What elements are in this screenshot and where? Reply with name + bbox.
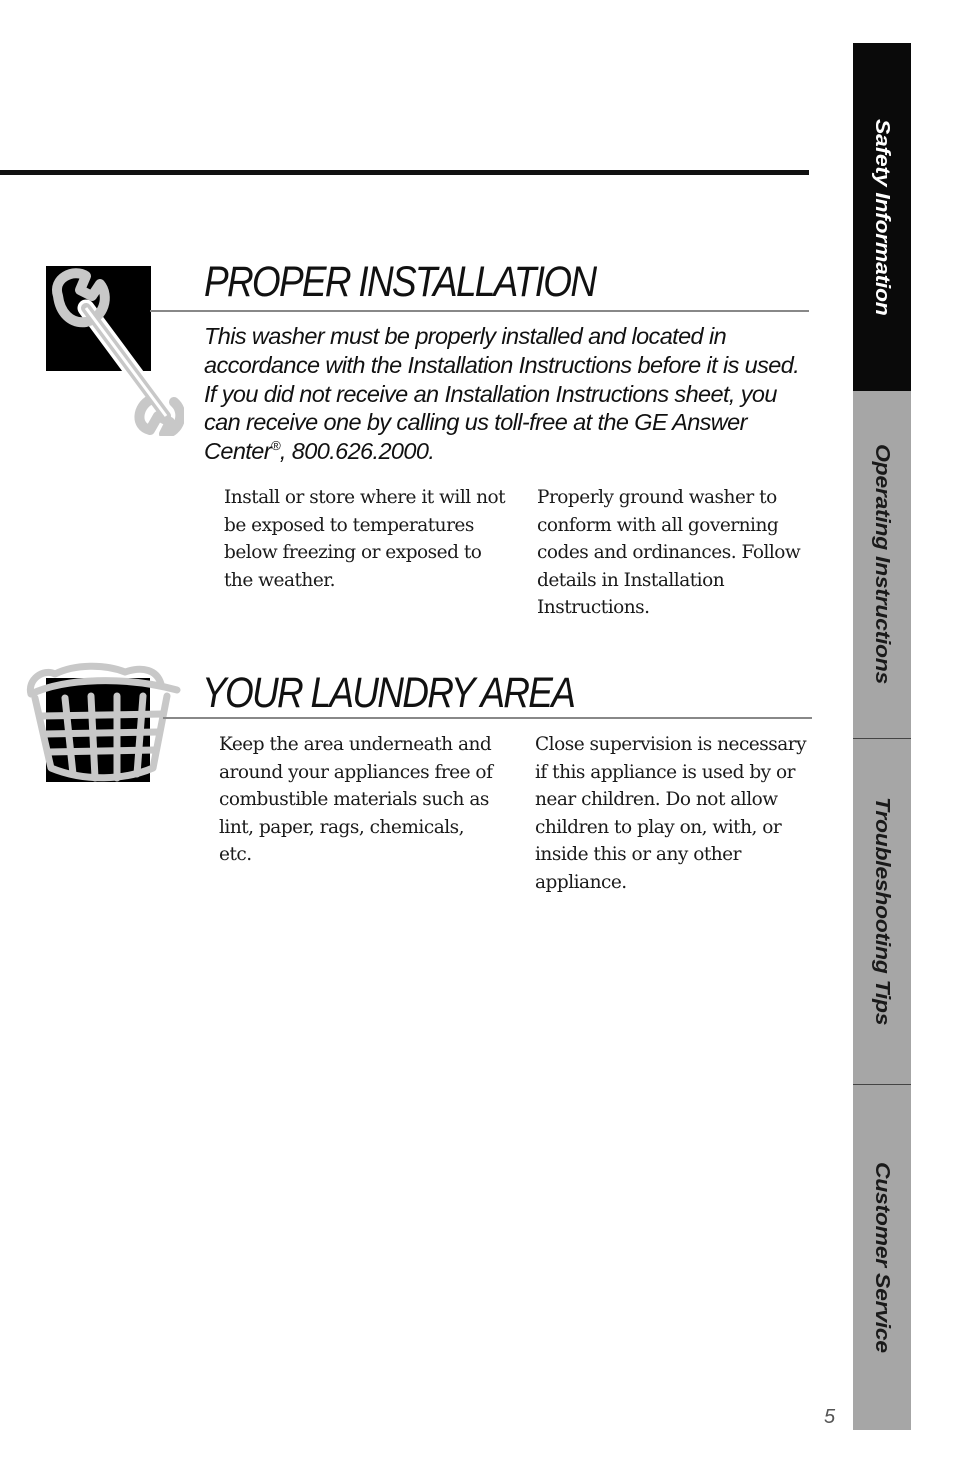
tab-label: Safety Information [871,118,894,316]
section-title-laundry-area: YOUR LAUNDRY AREA [202,669,575,717]
side-tabs [853,43,911,1430]
tab-customer-service[interactable] [853,1084,911,1430]
page-number: 5 [824,1406,836,1428]
section-rule [150,310,809,312]
wrench-icon [46,266,184,436]
tab-safety-information[interactable] [853,43,911,391]
tab-label: Troubleshooting Tips [871,797,894,1026]
laundry-basket-icon [25,660,185,785]
laundry-col-left: Keep the area underneath and around your appliances free of combustible materials such as lint, paper, rags, chemicals, etc. [219,734,493,866]
installation-col-left: Install or store where it will not be exposed to temperatures below freezing or exposed to the weather. [224,487,506,591]
tab-troubleshooting-tips[interactable] [853,738,911,1084]
intro-phone: , 800.626.2000. [279,438,435,465]
registered-mark: ® [270,438,280,454]
installation-intro [204,322,804,466]
section-title-proper-installation: PROPER INSTALLATION [204,258,596,306]
section-rule [163,717,812,719]
top-rule [0,170,809,175]
intro-text: This washer must be properly installed and located in accordance with the Installation Instructions before it is used. If you did not receive an Installation Instructions sheet, you can receive one by calling us toll-free at the GE Answer Center [204,323,800,465]
installation-col-right: Properly ground washer to conform with all governing codes and ordinances. Follow details in Installation Instructions. [537,487,801,619]
tab-operating-instructions[interactable] [853,391,911,738]
tab-label: Operating Instructions [871,444,894,685]
laundry-col-right: Close supervision is necessary if this appliance is used by or near children. Do not allow children to play on, with, or inside this or any other appliance. [535,734,807,893]
tab-label: Customer Service [871,1162,894,1353]
